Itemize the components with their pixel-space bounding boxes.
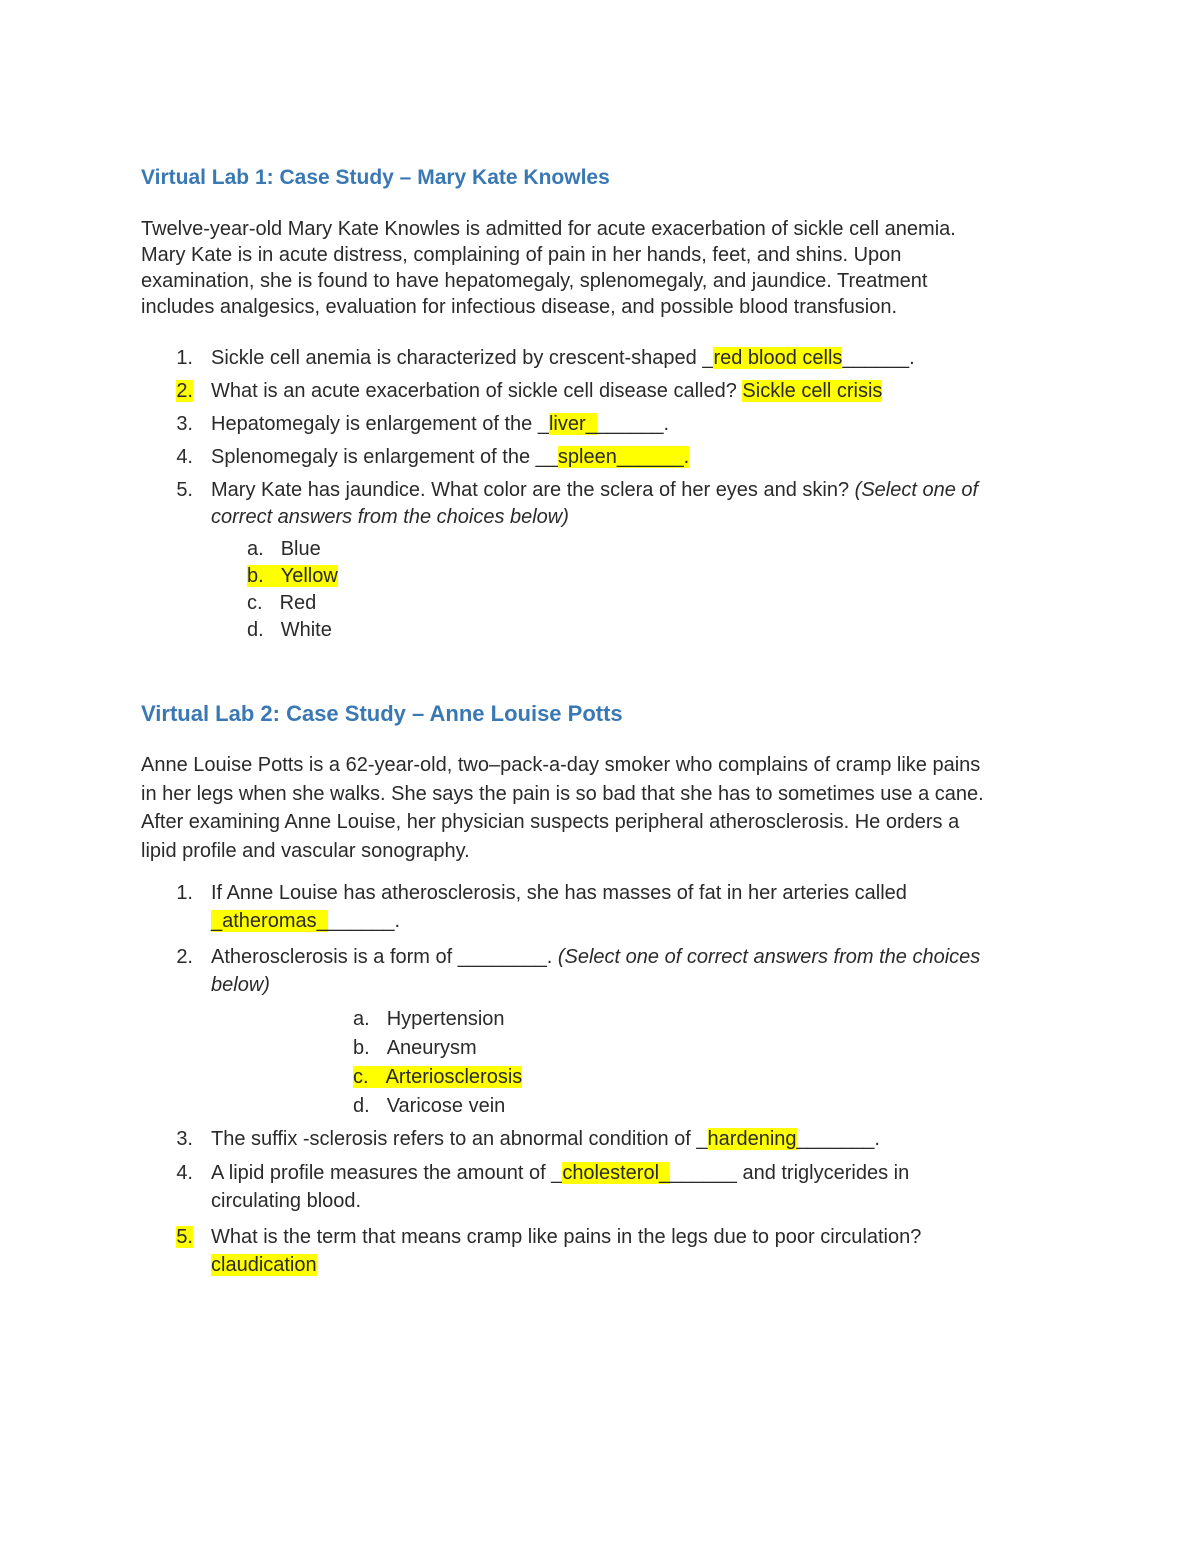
q2-instruction: (Select one of correct answers from the choices	[557, 946, 981, 968]
q3-text: The suffix -sclerosis refers to an abnormal condition of _	[211, 1128, 708, 1150]
choice-text: Yellow	[280, 565, 338, 587]
q2-text: What is an acute exacerbation of sickle cell disease called?	[211, 380, 743, 402]
q1-answer: _atheromas_	[211, 910, 328, 932]
lab1-q4	[211, 446, 689, 469]
lab2-para-line: in her legs when she walks. She says the pain is so bad that she has to sometimes use a cane.	[141, 782, 984, 805]
q5-answer: claudication	[211, 1254, 317, 1276]
lab2-q4-number: 4.	[176, 1162, 193, 1184]
lab2-para-line: Anne Louise Potts is a 62-year-old, two–pack-a-day smoker who complains of cramp like pains	[141, 754, 981, 776]
q3-blank: ______.	[596, 413, 670, 435]
lab1-q2	[211, 380, 882, 403]
lab1-paragraph	[141, 216, 956, 320]
q2-number-highlight: 2.	[176, 380, 193, 402]
lab2-choice-b	[353, 1037, 477, 1060]
q5-text: Mary Kate has jaundice. What color are the sclera of her eyes and skin?	[211, 479, 855, 501]
q3-blank: _______.	[796, 1128, 880, 1150]
choice-letter: a.	[247, 538, 264, 560]
choice-text: Red	[279, 592, 317, 614]
lab1-q1-number: 1.	[176, 347, 193, 369]
lab2-q4-line2: circulating blood.	[211, 1190, 362, 1212]
choice-text: Blue	[280, 538, 321, 560]
choice-text: Arteriosclerosis	[385, 1066, 523, 1088]
q3-answer: hardening	[707, 1128, 797, 1150]
choice-letter: c.	[247, 592, 263, 614]
choice-text: Varicose vein	[386, 1095, 506, 1117]
q5-number-highlight: 5.	[176, 1226, 193, 1248]
lab1-q3	[211, 413, 669, 436]
lab1-choice-d	[247, 619, 332, 642]
lab1-para-line: examination, she is found to have hepatomegaly, splenomegaly, and jaundice. Treatment	[141, 270, 928, 292]
lab2-q3-number: 3.	[176, 1128, 193, 1150]
choice-letter: a.	[353, 1008, 370, 1030]
choice-letter: d.	[353, 1095, 370, 1117]
lab2-choice-d	[353, 1095, 505, 1118]
q1-answer: red blood cells	[713, 347, 843, 369]
q5-instruction: (Select one of	[854, 479, 979, 501]
lab1-q4-number: 4.	[176, 446, 193, 468]
q3-answer: liver_	[548, 413, 597, 435]
lab2-para-line: After examining Anne Louise, her physician suspects peripheral atherosclerosis. He orders a	[141, 811, 960, 833]
choice-text: Hypertension	[386, 1008, 505, 1030]
choice-letter: d.	[247, 619, 264, 641]
lab2-q2-line2	[211, 974, 270, 997]
choice-text: White	[280, 619, 332, 641]
choice-c-highlight	[353, 1066, 522, 1088]
lab2-q5-line2	[211, 1254, 317, 1277]
lab2-q5-number	[163, 1226, 193, 1249]
choice-letter: b.	[247, 565, 264, 587]
lab2-title: Virtual Lab 2: Case Study – Anne Louise Potts	[141, 701, 623, 726]
q4-answer: cholesterol_	[562, 1162, 671, 1184]
lab2-q2-number: 2.	[176, 946, 193, 968]
lab1-para-line: includes analgesics, evaluation for infectious disease, and possible blood transfusion.	[141, 296, 898, 318]
lab2-q1-line2	[211, 910, 400, 933]
q2-instruction-cont: below)	[211, 974, 270, 996]
lab1-choice-b	[247, 565, 338, 588]
lab1-para-line: Mary Kate is in acute distress, complaining of pain in her hands, feet, and shins. Upon	[141, 244, 902, 266]
q4-text: Splenomegaly is enlargement of the __	[211, 446, 558, 468]
lab1-q2-number	[163, 380, 193, 403]
lab1-choice-a	[247, 538, 321, 561]
q4-blank: ______ and triglycerides in	[670, 1162, 910, 1184]
lab2-paragraph	[141, 751, 984, 865]
q4-answer: spleen______.	[557, 446, 690, 468]
lab1-q5-number: 5.	[176, 479, 193, 501]
q2-answer: Sickle cell crisis	[742, 380, 883, 402]
lab1-q5	[211, 479, 978, 502]
choice-letter: c.	[353, 1066, 369, 1088]
q1-blank: ______.	[327, 910, 401, 932]
lab1-q5-line2	[211, 506, 569, 529]
choice-b-highlight	[247, 565, 338, 587]
lab2-para-line: lipid profile and vascular sonography.	[141, 839, 470, 862]
lab2-q5: What is the term that means cramp like pains in the legs due to poor circulation?	[211, 1226, 922, 1248]
lab1-q3-number: 3.	[176, 413, 193, 435]
lab1-choice-c	[247, 592, 316, 615]
q1-blank: ______.	[842, 347, 915, 369]
lab1-title: Virtual Lab 1: Case Study – Mary Kate Knowles	[141, 166, 610, 189]
lab2-q4	[211, 1162, 909, 1185]
lab2-q1-number: 1.	[176, 882, 193, 904]
choice-text: Aneurysm	[386, 1037, 477, 1059]
lab2-choice-c	[353, 1066, 522, 1089]
q2-text: Atherosclerosis is a form of ________.	[211, 946, 558, 968]
choice-letter: b.	[353, 1037, 370, 1059]
lab1-q1	[211, 347, 915, 370]
q3-text: Hepatomegaly is enlargement of the _	[211, 413, 549, 435]
lab2-q3	[211, 1128, 880, 1151]
q5-instruction-cont: correct answers from the choices below)	[211, 506, 569, 528]
lab2-q1: If Anne Louise has atherosclerosis, she has masses of fat in her arteries called	[211, 882, 907, 904]
lab2-choice-a	[353, 1008, 505, 1031]
q4-text: A lipid profile measures the amount of _	[211, 1162, 563, 1184]
q1-text: Sickle cell anemia is characterized by crescent-shaped _	[211, 347, 714, 369]
lab2-q2	[211, 946, 980, 969]
lab1-para-line: Twelve-year-old Mary Kate Knowles is admitted for acute exacerbation of sickle cell anemia.	[141, 218, 956, 240]
